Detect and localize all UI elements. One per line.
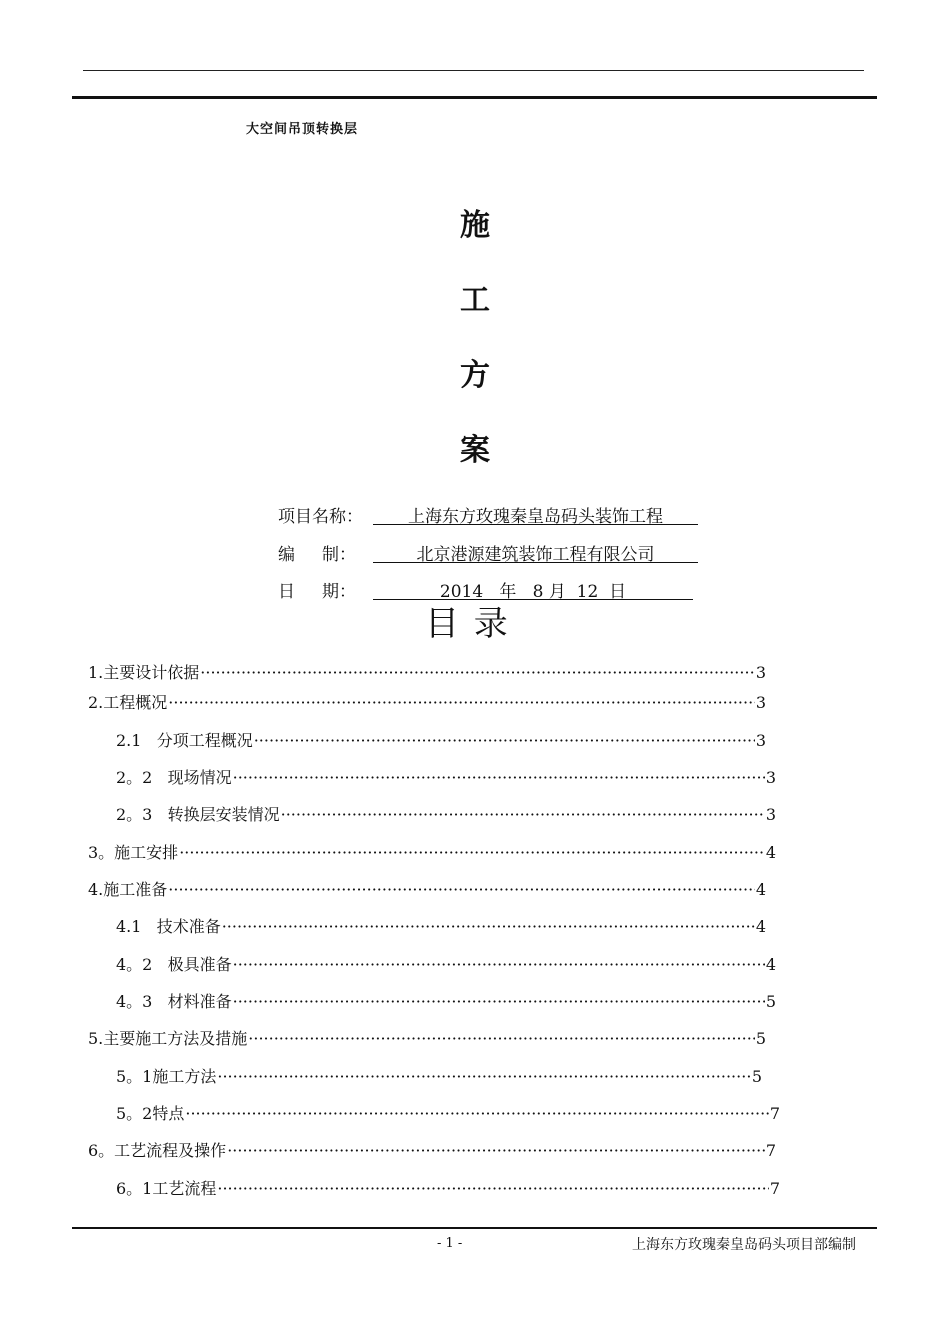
toc-item-page: 4 (755, 880, 766, 899)
toc-item[interactable] (116, 802, 776, 825)
toc-item[interactable] (116, 1176, 780, 1199)
header-rule-thin (83, 70, 864, 71)
toc-item-page: 4 (765, 843, 776, 862)
toc-item-page: 3 (765, 805, 776, 824)
toc-leader-dots (222, 917, 755, 936)
toc-leader-dots (227, 1141, 765, 1160)
toc-leader-dots (168, 880, 755, 899)
toc-title: 目 录 (425, 604, 510, 644)
toc-item[interactable] (88, 1026, 766, 1049)
toc-item[interactable] (88, 1138, 776, 1161)
toc-item-page: 4 (755, 917, 766, 936)
toc-item-page: 3 (765, 768, 776, 787)
date-label: 日 期： (278, 582, 357, 602)
toc-item-page: 3 (755, 663, 766, 682)
toc-leader-dots (185, 1104, 768, 1123)
toc-item[interactable] (116, 765, 776, 788)
footer-rule (72, 1227, 877, 1229)
toc-item[interactable] (116, 914, 766, 937)
toc-item-label: 2。3 转换层安装情况 (116, 805, 280, 824)
cover-title-char-2: 工 (460, 283, 490, 318)
toc-item-page: 4 (765, 955, 776, 974)
toc-item[interactable] (116, 728, 766, 751)
toc-item-page: 5 (751, 1067, 762, 1086)
toc-item-label: 5。1施工方法 (116, 1067, 217, 1086)
cover-title-char-1: 施 (460, 208, 490, 243)
toc-item[interactable] (116, 989, 776, 1012)
project-name-label: 项目名称： (278, 507, 363, 527)
toc-item-page: 7 (769, 1104, 780, 1123)
toc-leader-dots (281, 805, 765, 824)
toc-leader-dots (254, 731, 755, 750)
toc-leader-dots (233, 955, 765, 974)
footer-compiler-text: 上海东方玫瑰秦皇岛码头项目部编制 (632, 1237, 856, 1253)
toc-item[interactable] (88, 877, 766, 900)
toc-item-page: 5 (765, 992, 776, 1011)
cover-title-char-4: 案 (460, 433, 490, 468)
toc-leader-dots (217, 1179, 768, 1198)
toc-item-label: 4。2 极具准备 (116, 955, 232, 974)
toc-item-page: 5 (755, 1029, 766, 1048)
toc-item-label: 4.施工准备 (88, 880, 168, 899)
toc-item[interactable] (88, 660, 766, 683)
toc-leader-dots (168, 693, 755, 712)
toc-item-page: 3 (755, 731, 766, 750)
toc-item-label: 4。3 材料准备 (116, 992, 232, 1011)
cover-title-char-3: 方 (460, 358, 490, 393)
toc-item-page: 7 (765, 1141, 776, 1160)
toc-item-label: 5.主要施工方法及措施 (88, 1029, 248, 1048)
toc-item[interactable] (116, 952, 776, 975)
toc-item[interactable] (116, 1101, 780, 1124)
project-name-value: 上海东方玫瑰秦皇岛码头装饰工程 (373, 502, 698, 525)
toc-item-label: 4.1 技术准备 (116, 917, 221, 936)
toc-item-page: 3 (755, 693, 766, 712)
toc-leader-dots (233, 992, 765, 1011)
toc-leader-dots (200, 663, 755, 682)
toc-item-label: 6。1工艺流程 (116, 1179, 217, 1198)
footer-page-number: - 1 - (437, 1236, 463, 1251)
toc-leader-dots (179, 843, 765, 862)
toc-item-label: 3。施工安排 (88, 843, 179, 862)
toc-item-label: 5。2特点 (116, 1104, 185, 1123)
toc-item-label: 1.主要设计依据 (88, 663, 200, 682)
toc-item[interactable] (88, 840, 776, 863)
toc-leader-dots (248, 1029, 755, 1048)
toc-item[interactable] (88, 690, 766, 713)
header-rule-thick (72, 96, 877, 99)
toc-item-label: 2.工程概况 (88, 693, 168, 712)
date-value: 2014 年 8 月 12 日 (373, 577, 693, 600)
toc-item-page: 7 (769, 1179, 780, 1198)
author-label: 编 制： (278, 545, 357, 565)
toc-leader-dots (233, 768, 765, 787)
toc-leader-dots (217, 1067, 750, 1086)
toc-item-label: 2。2 现场情况 (116, 768, 232, 787)
toc-item-label: 6。工艺流程及操作 (88, 1141, 227, 1160)
author-value: 北京港源建筑装饰工程有限公司 (373, 540, 698, 563)
toc-item-label: 2.1 分项工程概况 (116, 731, 253, 750)
toc-item[interactable] (116, 1064, 762, 1087)
document-top-label: 大空间吊顶转换层 (246, 122, 359, 137)
